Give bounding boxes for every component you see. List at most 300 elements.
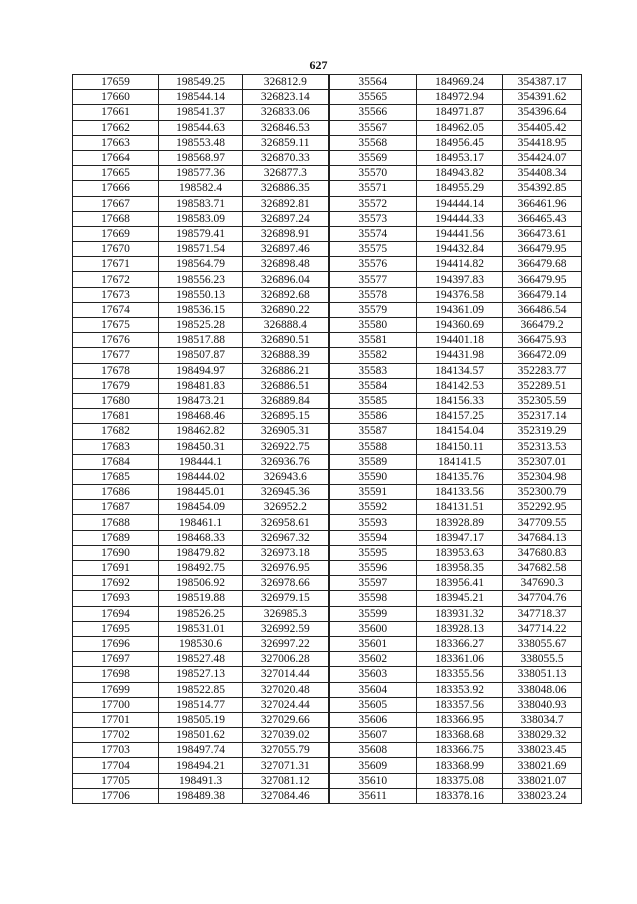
table-cell: 198564.79 [159, 257, 243, 272]
table-row [73, 743, 582, 758]
table-cell: 17666 [73, 181, 159, 196]
table-cell: 17687 [73, 500, 159, 515]
table-cell: 17690 [73, 545, 159, 560]
table-cell: 327081.12 [243, 773, 329, 788]
table-row [73, 469, 582, 484]
table-cell: 183368.68 [417, 728, 503, 743]
table-cell: 354391.62 [503, 90, 582, 105]
table-cell: 17659 [73, 75, 159, 90]
table-cell: 198444.1 [159, 454, 243, 469]
table-cell: 198461.1 [159, 515, 243, 530]
table-cell: 198497.74 [159, 743, 243, 758]
table-cell: 326888.4 [243, 318, 329, 333]
table-cell: 327020.48 [243, 682, 329, 697]
table-row [73, 318, 582, 333]
table-cell: 17672 [73, 272, 159, 287]
table-cell: 327006.28 [243, 652, 329, 667]
table-cell: 352305.59 [503, 393, 582, 408]
table-cell: 184962.05 [417, 120, 503, 135]
table-cell: 184141.5 [417, 454, 503, 469]
table-cell: 198468.33 [159, 530, 243, 545]
table-cell: 338023.24 [503, 788, 582, 803]
table-cell: 17698 [73, 667, 159, 682]
table-cell: 352300.79 [503, 485, 582, 500]
table-row [73, 758, 582, 773]
table-cell: 35599 [329, 606, 417, 621]
table-cell: 366475.93 [503, 333, 582, 348]
table-cell: 183357.56 [417, 697, 503, 712]
table-cell: 326978.66 [243, 576, 329, 591]
table-cell: 347682.58 [503, 561, 582, 576]
table-row [73, 591, 582, 606]
table-cell: 198527.48 [159, 652, 243, 667]
table-cell: 17667 [73, 196, 159, 211]
table-cell: 184135.76 [417, 469, 503, 484]
table-row [73, 150, 582, 165]
table-cell: 17675 [73, 318, 159, 333]
table-cell: 194360.69 [417, 318, 503, 333]
table-row [73, 621, 582, 636]
table-cell: 198445.01 [159, 485, 243, 500]
table-cell: 35581 [329, 333, 417, 348]
table-cell: 352304.98 [503, 469, 582, 484]
table-cell: 35601 [329, 636, 417, 651]
table-cell: 198583.71 [159, 196, 243, 211]
table-cell: 17696 [73, 636, 159, 651]
table-cell: 17697 [73, 652, 159, 667]
table-cell: 35596 [329, 561, 417, 576]
table-row [73, 636, 582, 651]
table-row [73, 667, 582, 682]
table-row [73, 363, 582, 378]
table-cell: 183958.35 [417, 561, 503, 576]
table-cell: 17670 [73, 242, 159, 257]
table-cell: 352307.01 [503, 454, 582, 469]
table-cell: 338023.45 [503, 743, 582, 758]
table-row [73, 697, 582, 712]
table-cell: 326886.35 [243, 181, 329, 196]
table-cell: 198541.37 [159, 105, 243, 120]
table-cell: 183953.63 [417, 545, 503, 560]
table-cell: 338055.67 [503, 636, 582, 651]
table-cell: 35609 [329, 758, 417, 773]
table-row [73, 728, 582, 743]
table-cell: 366479.95 [503, 272, 582, 287]
table-cell: 35583 [329, 363, 417, 378]
table-cell: 352319.29 [503, 424, 582, 439]
table-cell: 17678 [73, 363, 159, 378]
table-cell: 326886.21 [243, 363, 329, 378]
table-cell: 198577.36 [159, 166, 243, 181]
table-cell: 183928.13 [417, 621, 503, 636]
table-row [73, 515, 582, 530]
table-cell: 35571 [329, 181, 417, 196]
table-row [73, 242, 582, 257]
table-cell: 327024.44 [243, 697, 329, 712]
table-cell: 17673 [73, 287, 159, 302]
table-cell: 35594 [329, 530, 417, 545]
table-cell: 338021.07 [503, 773, 582, 788]
table-cell: 17705 [73, 773, 159, 788]
table-cell: 184154.04 [417, 424, 503, 439]
table-cell: 17683 [73, 439, 159, 454]
table-cell: 17694 [73, 606, 159, 621]
table-cell: 326958.61 [243, 515, 329, 530]
table-cell: 352317.14 [503, 409, 582, 424]
table-cell: 198479.82 [159, 545, 243, 560]
table-cell: 198550.13 [159, 287, 243, 302]
table-cell: 194444.14 [417, 196, 503, 211]
table-cell: 184972.94 [417, 90, 503, 105]
table-cell: 326859.11 [243, 135, 329, 150]
table-cell: 17701 [73, 712, 159, 727]
table-row [73, 166, 582, 181]
table-cell: 17680 [73, 393, 159, 408]
table-cell: 35593 [329, 515, 417, 530]
table-cell: 184134.57 [417, 363, 503, 378]
table-cell: 35574 [329, 226, 417, 241]
table-cell: 338034.7 [503, 712, 582, 727]
table-row [73, 196, 582, 211]
table-cell: 17689 [73, 530, 159, 545]
table-cell: 198579.41 [159, 226, 243, 241]
table-cell: 327039.02 [243, 728, 329, 743]
table-cell: 183947.17 [417, 530, 503, 545]
table-cell: 183353.92 [417, 682, 503, 697]
table-cell: 17664 [73, 150, 159, 165]
table-cell: 183931.32 [417, 606, 503, 621]
table-cell: 184133.56 [417, 485, 503, 500]
table-cell: 35608 [329, 743, 417, 758]
table-cell: 35576 [329, 257, 417, 272]
table-cell: 198556.23 [159, 272, 243, 287]
table-cell: 326905.31 [243, 424, 329, 439]
table-cell: 326823.14 [243, 90, 329, 105]
table-cell: 327055.79 [243, 743, 329, 758]
table-cell: 17682 [73, 424, 159, 439]
table-row [73, 545, 582, 560]
table-cell: 326945.36 [243, 485, 329, 500]
table-cell: 326892.81 [243, 196, 329, 211]
table-cell: 17668 [73, 211, 159, 226]
table-cell: 347718.37 [503, 606, 582, 621]
table-cell: 366479.68 [503, 257, 582, 272]
table-cell: 326985.3 [243, 606, 329, 621]
table-cell: 183378.16 [417, 788, 503, 803]
table-cell: 198517.88 [159, 333, 243, 348]
table-cell: 198494.21 [159, 758, 243, 773]
table-cell: 326922.75 [243, 439, 329, 454]
table-cell: 198506.92 [159, 576, 243, 591]
table-cell: 352292.95 [503, 500, 582, 515]
table-row [73, 226, 582, 241]
table-cell: 326877.3 [243, 166, 329, 181]
table-cell: 194444.33 [417, 211, 503, 226]
table-cell: 352283.77 [503, 363, 582, 378]
table-cell: 338040.93 [503, 697, 582, 712]
table-cell: 35590 [329, 469, 417, 484]
table-cell: 183956.41 [417, 576, 503, 591]
table-cell: 326979.15 [243, 591, 329, 606]
table-cell: 326896.04 [243, 272, 329, 287]
table-cell: 194414.82 [417, 257, 503, 272]
table-cell: 35591 [329, 485, 417, 500]
table-cell: 326889.84 [243, 393, 329, 408]
table-cell: 35577 [329, 272, 417, 287]
table-cell: 198501.62 [159, 728, 243, 743]
table-cell: 183928.89 [417, 515, 503, 530]
table-row [73, 409, 582, 424]
table-cell: 184969.24 [417, 75, 503, 90]
table-cell: 17663 [73, 135, 159, 150]
table-cell: 35604 [329, 682, 417, 697]
table-cell: 366479.95 [503, 242, 582, 257]
table-cell: 327029.66 [243, 712, 329, 727]
table-cell: 17661 [73, 105, 159, 120]
table-cell: 326890.51 [243, 333, 329, 348]
table-cell: 184953.17 [417, 150, 503, 165]
table-cell: 35573 [329, 211, 417, 226]
table-cell: 347709.55 [503, 515, 582, 530]
table-cell: 184971.87 [417, 105, 503, 120]
table-cell: 17686 [73, 485, 159, 500]
table-row [73, 257, 582, 272]
table-cell: 326890.22 [243, 302, 329, 317]
table-cell: 17706 [73, 788, 159, 803]
table-row [73, 561, 582, 576]
table-cell: 326870.33 [243, 150, 329, 165]
table-row [73, 606, 582, 621]
table-cell: 366472.09 [503, 348, 582, 363]
table-row [73, 90, 582, 105]
table-cell: 17695 [73, 621, 159, 636]
table-cell: 35564 [329, 75, 417, 90]
table-cell: 327084.46 [243, 788, 329, 803]
table-cell: 17685 [73, 469, 159, 484]
table-cell: 198473.21 [159, 393, 243, 408]
table-cell: 326973.18 [243, 545, 329, 560]
table-cell: 35598 [329, 591, 417, 606]
table-row [73, 439, 582, 454]
table-body [73, 75, 582, 804]
table-cell: 184150.11 [417, 439, 503, 454]
table-cell: 198536.15 [159, 302, 243, 317]
table-cell: 347714.22 [503, 621, 582, 636]
table-cell: 35579 [329, 302, 417, 317]
table-cell: 184955.29 [417, 181, 503, 196]
table-cell: 198530.6 [159, 636, 243, 651]
table-cell: 198489.38 [159, 788, 243, 803]
table-row [73, 485, 582, 500]
table-cell: 17671 [73, 257, 159, 272]
table-cell: 184131.51 [417, 500, 503, 515]
table-cell: 35610 [329, 773, 417, 788]
table-cell: 366479.14 [503, 287, 582, 302]
table-cell: 198522.85 [159, 682, 243, 697]
table-row [73, 424, 582, 439]
table-cell: 198571.54 [159, 242, 243, 257]
table-cell: 35580 [329, 318, 417, 333]
table-cell: 326936.76 [243, 454, 329, 469]
table-cell: 198481.83 [159, 378, 243, 393]
table-row [73, 105, 582, 120]
table-cell: 194431.98 [417, 348, 503, 363]
table-cell: 354396.64 [503, 105, 582, 120]
table-cell: 198450.31 [159, 439, 243, 454]
table-cell: 354424.07 [503, 150, 582, 165]
table-cell: 17692 [73, 576, 159, 591]
table-cell: 17688 [73, 515, 159, 530]
table-cell: 35607 [329, 728, 417, 743]
table-cell: 198544.63 [159, 120, 243, 135]
table-cell: 198444.02 [159, 469, 243, 484]
table-cell: 183945.21 [417, 591, 503, 606]
table-row [73, 773, 582, 788]
table-cell: 17684 [73, 454, 159, 469]
table-cell: 183366.95 [417, 712, 503, 727]
table-cell: 17676 [73, 333, 159, 348]
table-cell: 35575 [329, 242, 417, 257]
table-row [73, 135, 582, 150]
table-cell: 184156.33 [417, 393, 503, 408]
table-row [73, 378, 582, 393]
table-cell: 198468.46 [159, 409, 243, 424]
table-cell: 198505.19 [159, 712, 243, 727]
table-cell: 354418.95 [503, 135, 582, 150]
table-cell: 198553.48 [159, 135, 243, 150]
table-cell: 198583.09 [159, 211, 243, 226]
table-cell: 35578 [329, 287, 417, 302]
table-cell: 326897.24 [243, 211, 329, 226]
table-cell: 183368.99 [417, 758, 503, 773]
table-cell: 35605 [329, 697, 417, 712]
table-cell: 198519.88 [159, 591, 243, 606]
table-cell: 35606 [329, 712, 417, 727]
table-cell: 35572 [329, 196, 417, 211]
table-cell: 35585 [329, 393, 417, 408]
table-row [73, 272, 582, 287]
table-cell: 35565 [329, 90, 417, 105]
table-cell: 35600 [329, 621, 417, 636]
table-cell: 198582.4 [159, 181, 243, 196]
coordinates-table [72, 74, 582, 804]
table-cell: 198527.13 [159, 667, 243, 682]
table-cell: 17669 [73, 226, 159, 241]
table-cell: 326943.6 [243, 469, 329, 484]
table-row [73, 348, 582, 363]
table-cell: 194401.18 [417, 333, 503, 348]
table-cell: 183375.08 [417, 773, 503, 788]
table-row [73, 712, 582, 727]
table-row [73, 181, 582, 196]
table-cell: 35568 [329, 135, 417, 150]
table-cell: 35588 [329, 439, 417, 454]
table-row [73, 287, 582, 302]
table-cell: 338048.06 [503, 682, 582, 697]
table-cell: 198454.09 [159, 500, 243, 515]
table-cell: 17662 [73, 120, 159, 135]
table-cell: 17660 [73, 90, 159, 105]
table-cell: 35589 [329, 454, 417, 469]
table-cell: 35611 [329, 788, 417, 803]
table-cell: 198494.97 [159, 363, 243, 378]
table-cell: 17691 [73, 561, 159, 576]
table-cell: 184157.25 [417, 409, 503, 424]
table-cell: 354392.85 [503, 181, 582, 196]
table-cell: 327014.44 [243, 667, 329, 682]
table-cell: 366479.2 [503, 318, 582, 333]
table-cell: 326997.22 [243, 636, 329, 651]
table-cell: 198525.28 [159, 318, 243, 333]
table-cell: 326898.48 [243, 257, 329, 272]
table-cell: 35595 [329, 545, 417, 560]
table-cell: 194441.56 [417, 226, 503, 241]
table-cell: 194376.58 [417, 287, 503, 302]
table-cell: 35602 [329, 652, 417, 667]
table-cell: 326886.51 [243, 378, 329, 393]
table-cell: 326976.95 [243, 561, 329, 576]
table-cell: 347704.76 [503, 591, 582, 606]
table-cell: 17703 [73, 743, 159, 758]
table-cell: 326967.32 [243, 530, 329, 545]
table-cell: 17681 [73, 409, 159, 424]
table-cell: 338029.32 [503, 728, 582, 743]
table-cell: 354387.17 [503, 75, 582, 90]
table-cell: 352289.51 [503, 378, 582, 393]
table-cell: 35582 [329, 348, 417, 363]
table-cell: 35597 [329, 576, 417, 591]
table-cell: 194361.09 [417, 302, 503, 317]
table-row [73, 302, 582, 317]
table-cell: 326952.2 [243, 500, 329, 515]
table-cell: 183366.75 [417, 743, 503, 758]
page-number: 627 [309, 58, 328, 72]
table-cell: 326888.39 [243, 348, 329, 363]
table-cell: 198462.82 [159, 424, 243, 439]
table-cell: 326892.68 [243, 287, 329, 302]
table-cell: 198526.25 [159, 606, 243, 621]
table-row [73, 393, 582, 408]
table-cell: 184142.53 [417, 378, 503, 393]
table-cell: 17677 [73, 348, 159, 363]
table-cell: 35586 [329, 409, 417, 424]
table-row [73, 576, 582, 591]
table-cell: 366465.43 [503, 211, 582, 226]
table-row [73, 652, 582, 667]
table-cell: 198514.77 [159, 697, 243, 712]
table-cell: 183366.27 [417, 636, 503, 651]
table-row [73, 75, 582, 90]
table-cell: 184956.45 [417, 135, 503, 150]
table-cell: 194432.84 [417, 242, 503, 257]
table-cell: 184943.82 [417, 166, 503, 181]
table-cell: 347684.13 [503, 530, 582, 545]
table-cell: 17693 [73, 591, 159, 606]
table-cell: 198491.3 [159, 773, 243, 788]
table-cell: 17665 [73, 166, 159, 181]
table-cell: 17674 [73, 302, 159, 317]
table-cell: 183355.56 [417, 667, 503, 682]
table-cell: 338055.5 [503, 652, 582, 667]
table-cell: 35570 [329, 166, 417, 181]
table-cell: 35592 [329, 500, 417, 515]
table-row [73, 120, 582, 135]
table-cell: 326992.59 [243, 621, 329, 636]
table-cell: 17704 [73, 758, 159, 773]
table-cell: 198549.25 [159, 75, 243, 90]
table-cell: 354405.42 [503, 120, 582, 135]
table-cell: 327071.31 [243, 758, 329, 773]
